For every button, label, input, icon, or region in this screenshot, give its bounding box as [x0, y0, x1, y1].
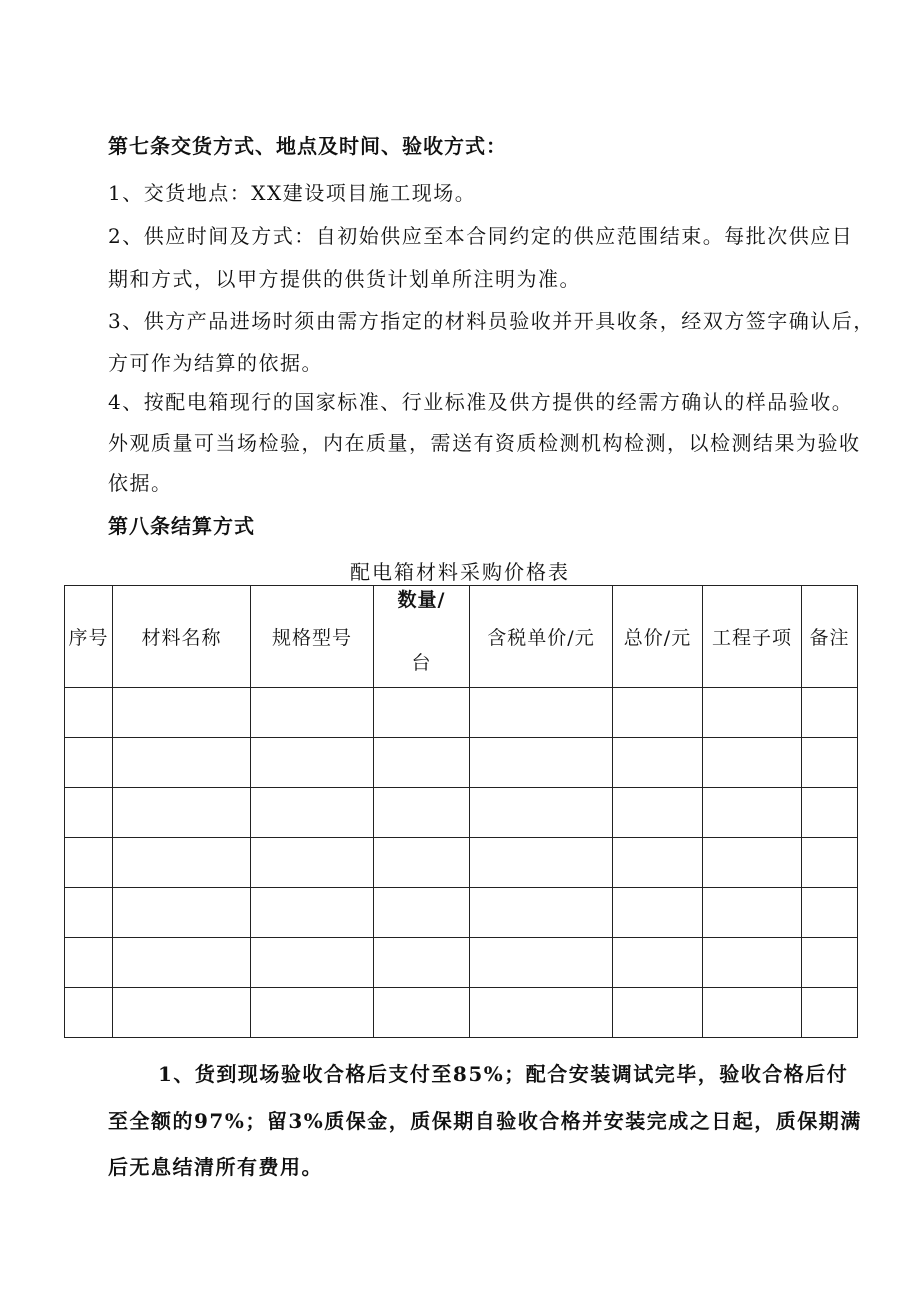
table-cell: [65, 988, 113, 1038]
table-cell: [470, 988, 613, 1038]
table-cell: [251, 838, 374, 888]
table-cell: [703, 688, 802, 738]
table-cell: [113, 738, 251, 788]
table-cell: [802, 838, 858, 888]
header-total-price: 总价/元: [613, 586, 703, 688]
table-header-row: [65, 586, 858, 688]
table-cell: [470, 838, 613, 888]
table-cell: [470, 788, 613, 838]
table-cell: [374, 888, 470, 938]
article7-heading: 第七条交货方式、地点及时间、验收方式：: [108, 134, 507, 158]
table-cell: [802, 938, 858, 988]
table-cell: [374, 688, 470, 738]
settlement-line2: 至全额的97%；留3%质保金，质保期自验收合格并安装完成之日起，质保期满: [108, 1109, 862, 1133]
table-cell: [65, 688, 113, 738]
table-cell: [65, 938, 113, 988]
article7-item3-line1: 3、供方产品进场时须由需方指定的材料员验收并开具收条，经双方签字确认后，: [108, 309, 875, 333]
table-cell: [251, 888, 374, 938]
table-cell: [613, 688, 703, 738]
table-cell: [802, 988, 858, 1038]
table-row: [65, 988, 858, 1038]
table-cell: [613, 738, 703, 788]
table-cell: [65, 888, 113, 938]
article7-item1: 1、交货地点：XX建设项目施工现场。: [108, 181, 477, 205]
table-cell: [613, 788, 703, 838]
header-seq: 序号: [65, 586, 113, 688]
header-unit-price: 含税单价/元: [470, 586, 613, 688]
article7-item4-line3: 依据。: [108, 471, 173, 495]
table-row: [65, 888, 858, 938]
table-cell: [374, 738, 470, 788]
table-cell: [613, 888, 703, 938]
table-cell: [470, 888, 613, 938]
table-cell: [251, 788, 374, 838]
price-table: [64, 585, 858, 1038]
table-cell: [113, 888, 251, 938]
table-cell: [613, 938, 703, 988]
article7-item4-line1: 4、按配电箱现行的国家标准、行业标准及供方提供的经需方确认的样品验收。: [108, 390, 854, 414]
table-cell: [703, 888, 802, 938]
header-remark: 备注: [802, 586, 858, 688]
table-cell: [703, 738, 802, 788]
table-cell: [613, 988, 703, 1038]
header-quantity: [374, 586, 470, 688]
table-row: [65, 788, 858, 838]
table-cell: [703, 838, 802, 888]
table-cell: [613, 838, 703, 888]
table-cell: [470, 938, 613, 988]
table-cell: [65, 788, 113, 838]
table-cell: [251, 738, 374, 788]
table-row: [65, 838, 858, 888]
table-row: [65, 938, 858, 988]
header-quantity-top: 数量/: [397, 588, 446, 611]
header-material-name: 材料名称: [113, 586, 251, 688]
article7-item2-line2: 期和方式，以甲方提供的供货计划单所注明为准。: [108, 267, 581, 291]
table-cell: [113, 838, 251, 888]
article7-item4-line2: 外观质量可当场检验，内在质量，需送有资质检测机构检测，以检测结果为验收: [108, 431, 861, 455]
table-cell: [251, 688, 374, 738]
settlement-line3: 后无息结清所有费用。: [108, 1155, 323, 1179]
table-cell: [113, 988, 251, 1038]
table-cell: [113, 688, 251, 738]
settlement-line1: 1、货到现场验收合格后支付至85%；配合安装调试完毕，验收合格后付: [158, 1062, 849, 1086]
table-cell: [113, 788, 251, 838]
header-project-item: 工程子项: [703, 586, 802, 688]
table-cell: [470, 688, 613, 738]
article7-item3-line2: 方可作为结算的依据。: [108, 351, 323, 375]
table-cell: [802, 738, 858, 788]
table-row: [65, 688, 858, 738]
table-cell: [251, 938, 374, 988]
article8-heading: 第八条结算方式: [108, 514, 255, 538]
table-cell: [703, 988, 802, 1038]
table-row: [65, 738, 858, 788]
table-cell: [703, 938, 802, 988]
table-cell: [374, 838, 470, 888]
table-cell: [374, 988, 470, 1038]
table-cell: [65, 838, 113, 888]
table-cell: [470, 738, 613, 788]
table-cell: [802, 888, 858, 938]
header-quantity-bottom: 台: [411, 651, 432, 674]
table-cell: [65, 738, 113, 788]
header-spec-model: 规格型号: [251, 586, 374, 688]
table-cell: [802, 688, 858, 738]
table-body: [65, 688, 858, 1038]
table-cell: [374, 788, 470, 838]
table-cell: [113, 938, 251, 988]
price-table-caption: 配电箱材料采购价格表: [350, 560, 570, 584]
table-cell: [374, 938, 470, 988]
table-cell: [703, 788, 802, 838]
table-cell: [251, 988, 374, 1038]
table-cell: [802, 788, 858, 838]
article7-item2-line1: 2、供应时间及方式：自初始供应至本合同约定的供应范围结束。每批次供应日: [108, 224, 854, 248]
